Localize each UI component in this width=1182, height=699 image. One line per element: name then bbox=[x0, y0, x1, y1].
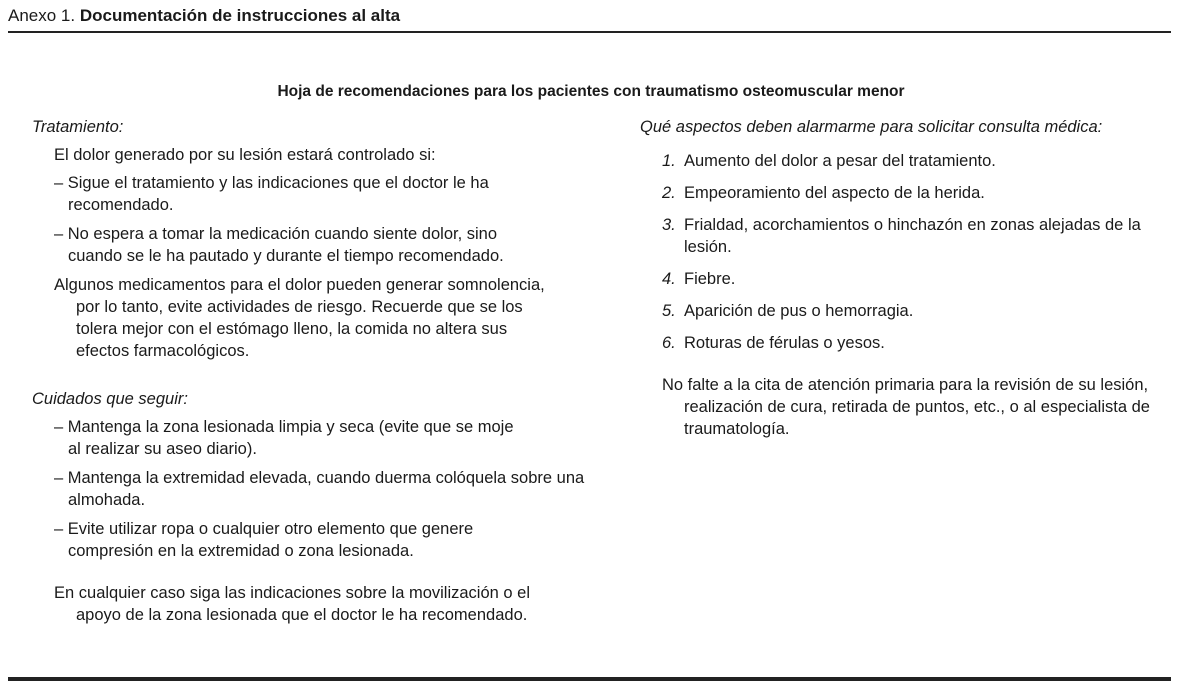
treatment-heading: Tratamiento: bbox=[32, 118, 124, 136]
alarm-item bbox=[662, 332, 1175, 354]
alarm-item-text: Empeoramiento del aspecto de la herida. bbox=[684, 184, 985, 202]
alarm-item bbox=[662, 182, 1175, 204]
bottom-rule bbox=[8, 677, 1171, 681]
annex-label: Anexo 1. bbox=[8, 6, 76, 25]
alarm-item-text: Aparición de pus o hemorragia. bbox=[684, 302, 914, 320]
alarm-list bbox=[640, 150, 1175, 354]
alarm-item bbox=[662, 214, 1154, 258]
top-rule bbox=[8, 31, 1171, 33]
alarm-item-text: Roturas de férulas o yesos. bbox=[684, 334, 885, 352]
alarm-item bbox=[662, 268, 1175, 290]
treatment-item: – Sigue el tratamiento y las indicaciones que el doctor le ha recomendado. bbox=[54, 174, 489, 214]
alarm-item bbox=[662, 150, 1175, 172]
care-item: – Mantenga la extremidad elevada, cuando duerma colóquela sobre una almohada. bbox=[54, 469, 585, 509]
annex-title: Documentación de instrucciones al alta bbox=[79, 6, 401, 25]
treatment-note: Algunos medicamentos para el dolor pueden generar somnolencia, por lo tanto, evite actividades de riesgo. Recuerde que se los tolera mejor con el estómago lleno, la comida no altera sus efectos farmacológicos. bbox=[54, 276, 545, 360]
treatment-item: – No espera a tomar la medicación cuando siente dolor, sino cuando se le ha pautado y durante el tiempo recomendado. bbox=[54, 225, 504, 265]
sheet-title: Hoja de recomendaciones para los pacientes con traumatismo osteomuscular menor bbox=[277, 83, 905, 100]
alarm-item-number: 6. bbox=[662, 334, 676, 352]
treatment-intro: El dolor generado por su lesión estará controlado si: bbox=[54, 146, 436, 164]
alarm-item-number: 1. bbox=[662, 152, 676, 170]
alarm-item-text: Aumento del dolor a pesar del tratamiento. bbox=[684, 152, 996, 170]
alarm-heading: Qué aspectos deben alarmarme para solicitar consulta médica: bbox=[640, 118, 1103, 136]
alarm-item-text: Frialdad, acorchamientos o hinchazón en zonas alejadas de la lesión. bbox=[684, 216, 1141, 256]
alarm-item-text: Fiebre. bbox=[684, 270, 736, 288]
care-item: – Evite utilizar ropa o cualquier otro elemento que genere compresión en la extremidad o zona lesionada. bbox=[54, 520, 474, 560]
care-item: – Mantenga la zona lesionada limpia y seca (evite que se moje al realizar su aseo diario). bbox=[54, 418, 514, 458]
left-column bbox=[32, 116, 592, 626]
alarm-item-number: 2. bbox=[662, 184, 676, 202]
alarm-item-number: 3. bbox=[662, 216, 676, 234]
alarm-item-number: 5. bbox=[662, 302, 676, 320]
alarm-item bbox=[662, 300, 1175, 322]
right-column bbox=[640, 116, 1175, 440]
alarm-item-number: 4. bbox=[662, 270, 676, 288]
followup-note: No falte a la cita de atención primaria para la revisión de su lesión, realización de cura, retirada de puntos, etc., o al especialista de traumatología. bbox=[662, 376, 1150, 438]
care-heading: Cuidados que seguir: bbox=[32, 390, 188, 408]
closing-note: En cualquier caso siga las indicaciones sobre la movilización o el apoyo de la zona lesionada que el doctor le ha recomendado. bbox=[54, 584, 531, 624]
annex-caption bbox=[8, 6, 400, 26]
